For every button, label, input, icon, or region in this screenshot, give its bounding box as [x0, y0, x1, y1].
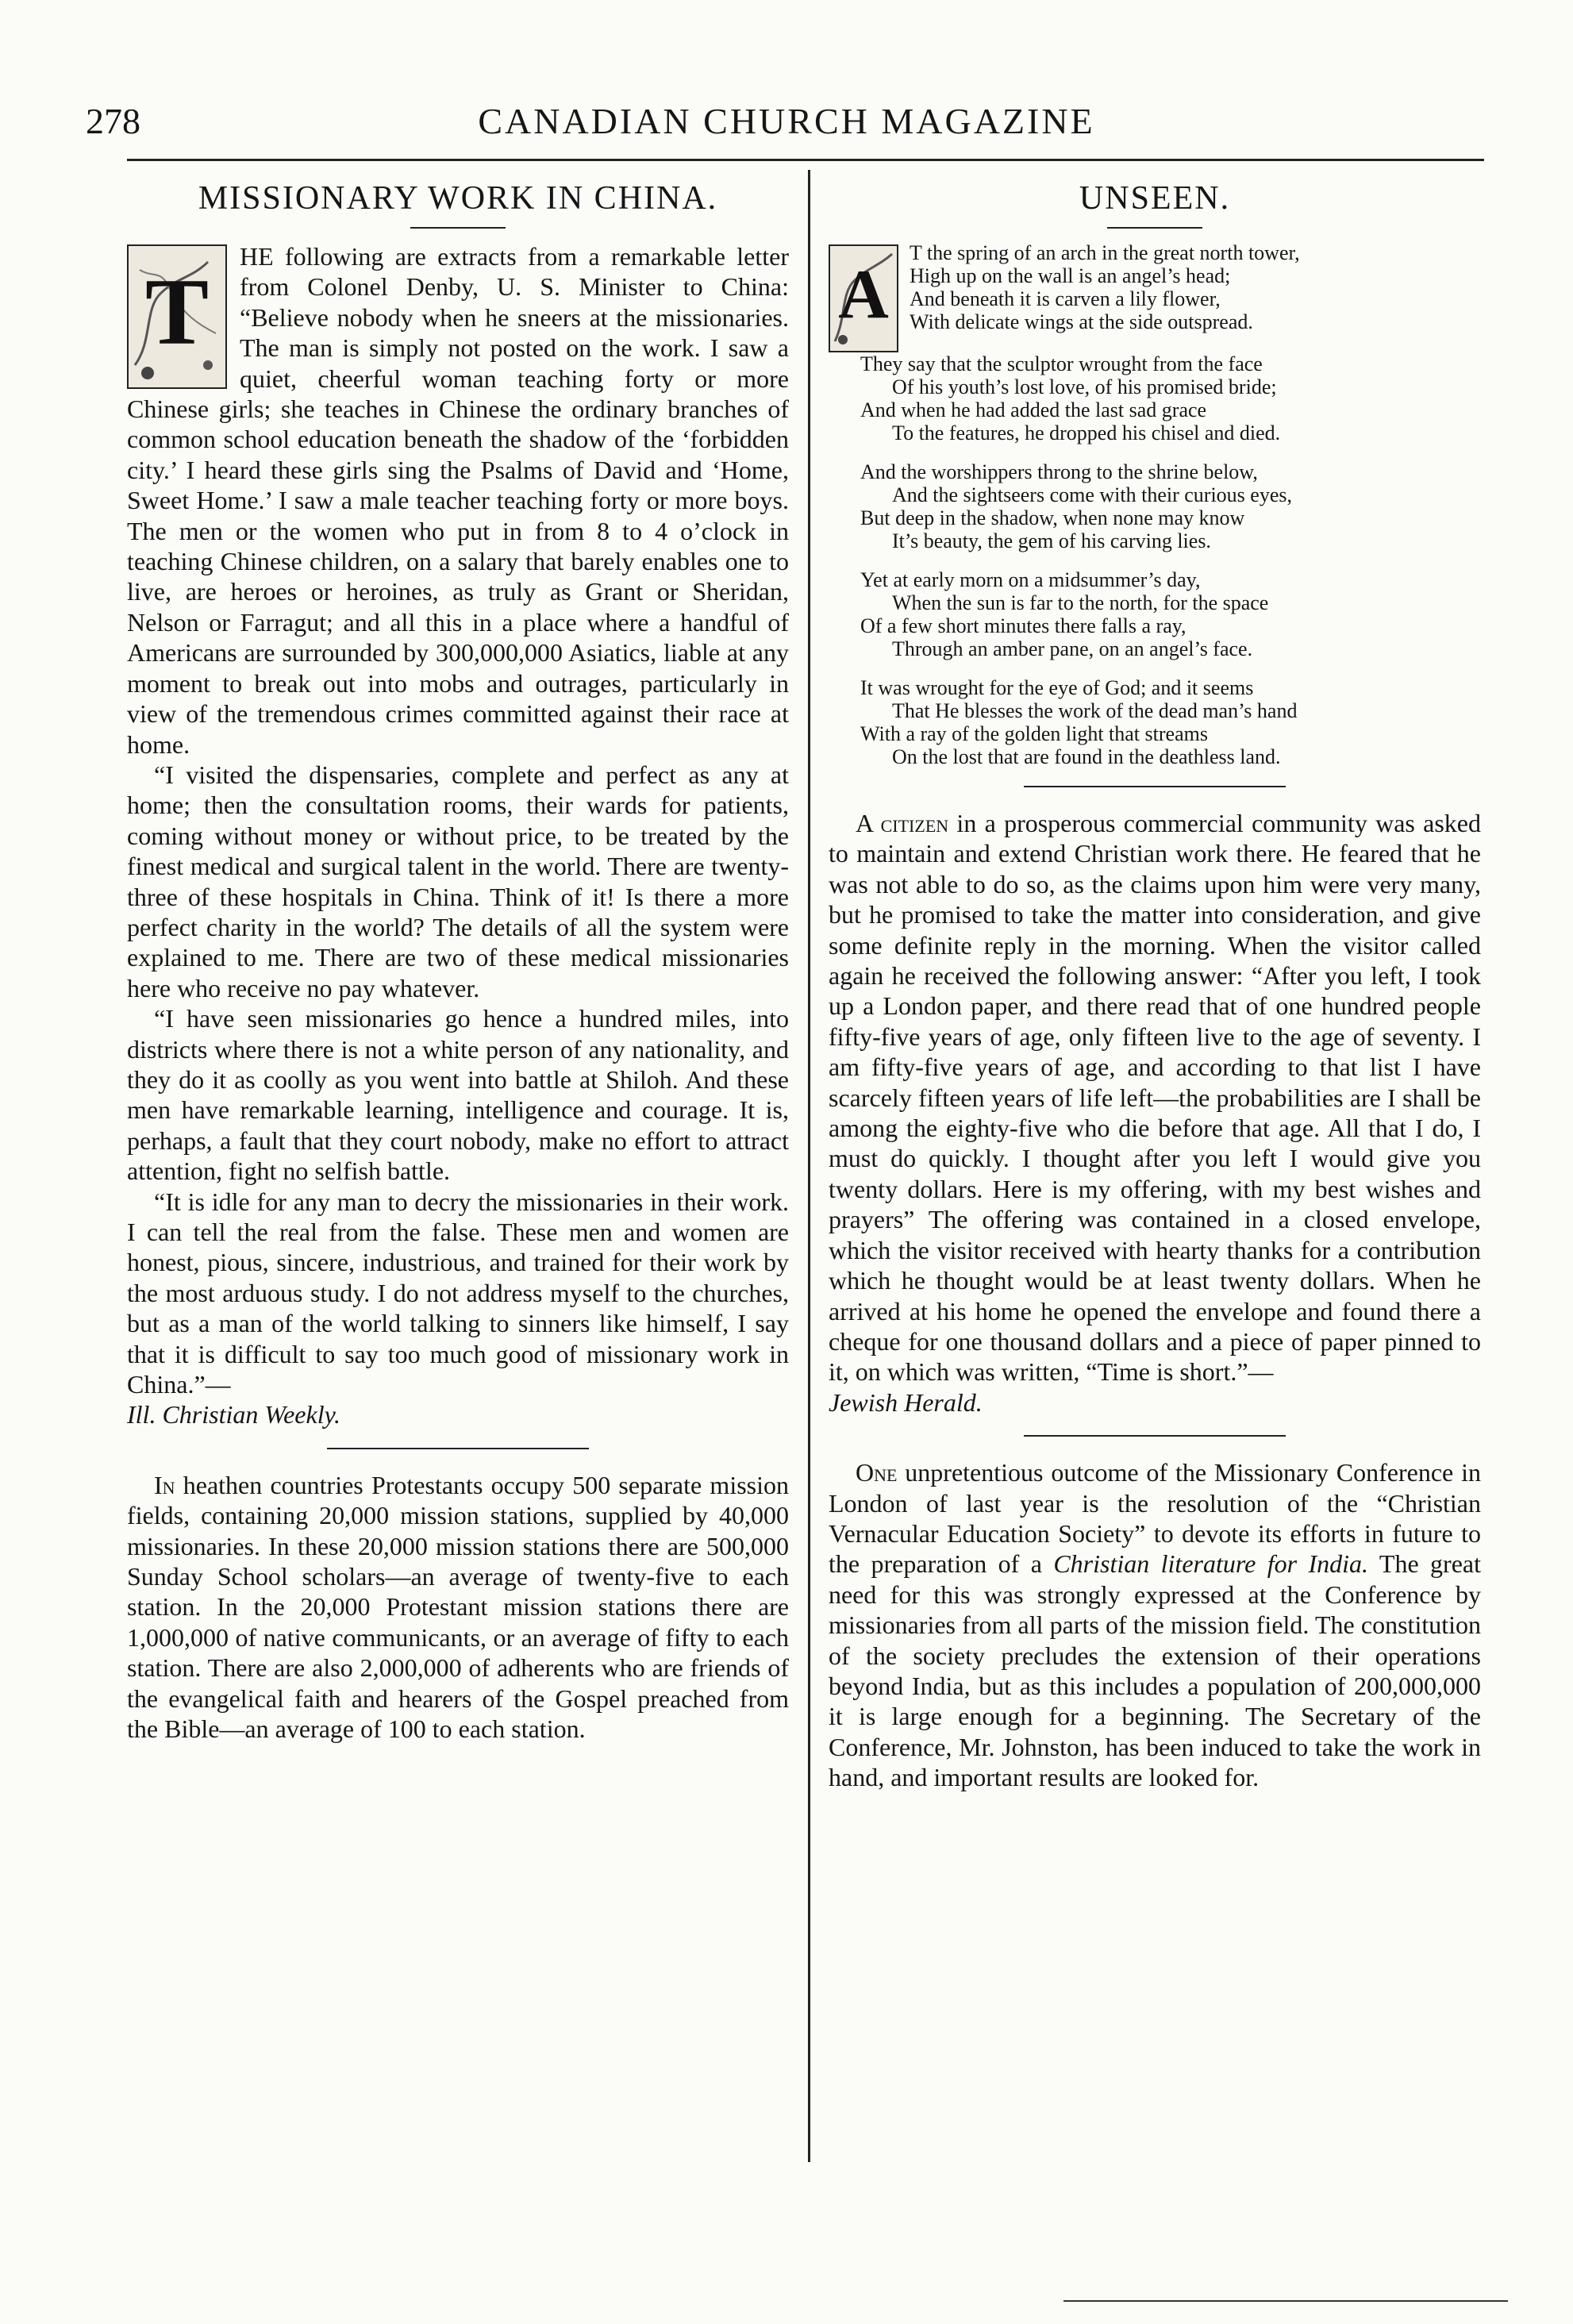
poem-line: And the sightseers come with their curious eyes, [892, 483, 1292, 506]
source-citation: Jewish Herald. [829, 1387, 983, 1417]
book-title: Christian literature for India. [1053, 1549, 1369, 1579]
poem-line: And beneath it is carven a lily flower, [910, 287, 1221, 310]
poem-line: It’s beauty, the gem of his carving lies. [892, 529, 1211, 552]
paragraph [829, 808, 1481, 1418]
poem-line: With delicate wings at the side outspread. [910, 310, 1253, 333]
lead-word: One [856, 1458, 898, 1487]
poem-line: On the lost that are found in the deathless land. [892, 745, 1281, 768]
right-column [829, 179, 1481, 1793]
article-vernacular-education [829, 1457, 1481, 1792]
poem-line: With a ray of the golden light that streams [860, 722, 1208, 745]
article-protestant-statistics [127, 1470, 789, 1745]
ornamental-initial [127, 244, 227, 389]
ornamental-initial [829, 244, 898, 352]
initial-letter: A [838, 256, 889, 333]
section-separator [327, 1448, 589, 1449]
poem-stanza [829, 241, 1481, 333]
paragraph [829, 1457, 1481, 1792]
left-column [127, 179, 789, 1745]
poem-line: When the sun is far to the north, for the space [892, 591, 1269, 614]
poem-line: It was wrought for the eye of God; and it seems [860, 676, 1254, 699]
paragraph [127, 1187, 789, 1430]
paragraph: “I visited the dispensaries, complete and perfect as any at home; then the consultation rooms, their wards for patients, coming without money or without price, to be treated by the finest medical and surgical talent in the world. There are twenty-three of these hospitals in China. Think of it! Is there a more perfect charity in the world? The details of all the system were explained to me. There are two of these medical missionaries here who receive no pay whatever. [127, 760, 789, 1002]
poem-line: And when he had added the last sad grace [860, 398, 1207, 421]
section-separator [1024, 1435, 1286, 1437]
poem-stanza [860, 352, 1481, 444]
heading-rule [410, 227, 506, 229]
initial-letter: T [144, 259, 210, 364]
lead-word: In [154, 1470, 175, 1499]
paragraph-text: unpretentious outcome of the Missionary Conference in London of last year is the resolution of the “Christian Vernacular Education Society” to devote its efforts in future to the preparation of a [829, 1458, 1481, 1579]
paragraph-text: in a prosperous commercial community was asked to maintain and extend Christian work there. He feared that he was not able to do so, as the claims upon him were very many, but he promised to take the matter into consideration, and give some definite reply in the morning. When the visitor called again he received the following answer: “After you left, I took up a London paper, and there read that of one hundred people fifty-five years of age, only fifteen live to the age of seventy. I am fifty-five years of age, and according to that list I have scarcely fifteen years of life left—the probabilities are I shall be among the eighty-five who die before that age. All that I do, I must do quickly. I thought after you left I would give you twenty dollars. Here is my offering, with my best wishes and prayers” The offering was contained in a closed envelope, which the visitor received with hearty thanks for a contribution which he thought would be at least twenty dollars. When he arrived at his home he opened the envelope and found there a cheque for one thousand dollars and a piece of paper pinned to it, on which was written, “Time is short.”— [829, 809, 1482, 1387]
poem-line: And the worshippers throng to the shrine below, [860, 460, 1258, 483]
running-title: CANADIAN CHURCH MAGAZINE [478, 101, 1095, 141]
poem-stanza [860, 676, 1481, 768]
poem-unseen [829, 241, 1481, 768]
page-header [86, 94, 1487, 149]
poem-line: Yet at early morn on a midsummer’s day, [860, 568, 1201, 591]
poem-heading-unseen: UNSEEN. [1079, 180, 1231, 217]
paragraph-text: The great need for this was strongly expressed at the Conference by missionaries from all parts of the mission field. The constitution of the society precludes the extension of their operations beyond India, but as this includes a population of 200,000,000 it is large enough for a beginning. The Secretary of the Conference, Mr. Johnston, has been induced to take the work in hand, and important results are looked for. [829, 1549, 1482, 1792]
poem-stanza [860, 460, 1481, 552]
paragraph: HE following are extracts from a remarkable letter from Colonel Denby, U. S. Minister to China: “Believe nobody when he sneers at the missionaries. The man is simply not posted on the work. I saw a quiet, cheerful woman teaching forty or more Chinese girls; she teaches in Chinese the ordinary branches of common school education beneath the shadow of the ‘forbidden city.’ I heard these girls sing the Psalms of David and ‘Home, Sweet Home.’ I saw a male teacher teaching forty or more boys. The men or the women who put in from 8 to 4 o’clock in teaching Chinese children, on a salary that barely enables one to live, are heroes or heroines, as truly as Grant or Sheridan, Nelson or Farragut; and all this in a place where a handful of Americans are surrounded by 300,000,000 Asiatics, liable at any moment to break out into mobs and outrages, particularly in view of the tremendous crimes committed against their race at home. [127, 242, 789, 759]
paragraph-text: heathen countries Protestants occupy 500 separate mission fields, containing 20,000 mission stations, supplied by 40,000 missionaries. In these 20,000 mission stations there are 500,000 Sunday School scholars—an average of twenty-five to each station. In the 20,000 Protestant mission stations there are 1,000,000 of native communicants, or an average of fifty to each station. There are also 2,000,000 of adherents who are friends of the evangelical faith and hearers of the Gospel preached from the Bible—an average of 100 to each station. [127, 1470, 789, 1744]
poem-stanza [860, 568, 1481, 660]
poem-line: T the spring of an arch in the great north tower, [910, 241, 1300, 264]
footer-rule [1063, 2300, 1508, 2302]
column-rule [808, 170, 810, 2162]
article-missionary-work [127, 241, 789, 1430]
poem-line: To the features, he dropped his chisel and died. [892, 421, 1281, 444]
quote-text: “It is idle for any man to decry the missionaries in their work. I can tell the real from the false. These men and women are honest, pious, sincere, industrious, and trained for their work by the most arduous study. I do not address myself to the churches, but as a man of the world talking to sinners like himself, I say that it is difficult to say too much good of missionary work in China.”— [127, 1187, 789, 1399]
section-separator [1024, 786, 1286, 787]
header-rule [127, 159, 1484, 161]
poem-line: They say that the sculptor wrought from the face [860, 352, 1263, 375]
poem-line: Of a few short minutes there falls a ray, [860, 614, 1186, 637]
paragraph [127, 1470, 789, 1745]
source-citation: Ill. Christian Weekly. [127, 1400, 341, 1429]
page-number: 278 [86, 101, 140, 141]
poem-line: That He blesses the work of the dead man’s hand [892, 699, 1298, 722]
paragraph: “I have seen missionaries go hence a hundred miles, into districts where there is not a white person of any nationality, and they do it as coolly as you went into battle at Shiloh. And these men have remarkable learning, intelligence and courage. It is, perhaps, a fault that they court nobody, make no effort to attract attention, fight no selfish battle. [127, 1004, 789, 1186]
poem-line: But deep in the shadow, when none may know [860, 506, 1245, 529]
heading-rule [1107, 227, 1202, 229]
poem-line: Through an amber pane, on an angel’s face. [892, 637, 1253, 660]
poem-line: High up on the wall is an angel’s head; [910, 264, 1231, 287]
poem-line: Of his youth’s lost love, of his promised bride; [892, 375, 1277, 398]
poem-body [829, 352, 1481, 768]
article-heading-missionary-work: MISSIONARY WORK IN CHINA. [198, 180, 718, 217]
lead-word: A citizen [856, 809, 949, 837]
article-citizen [829, 808, 1481, 1418]
